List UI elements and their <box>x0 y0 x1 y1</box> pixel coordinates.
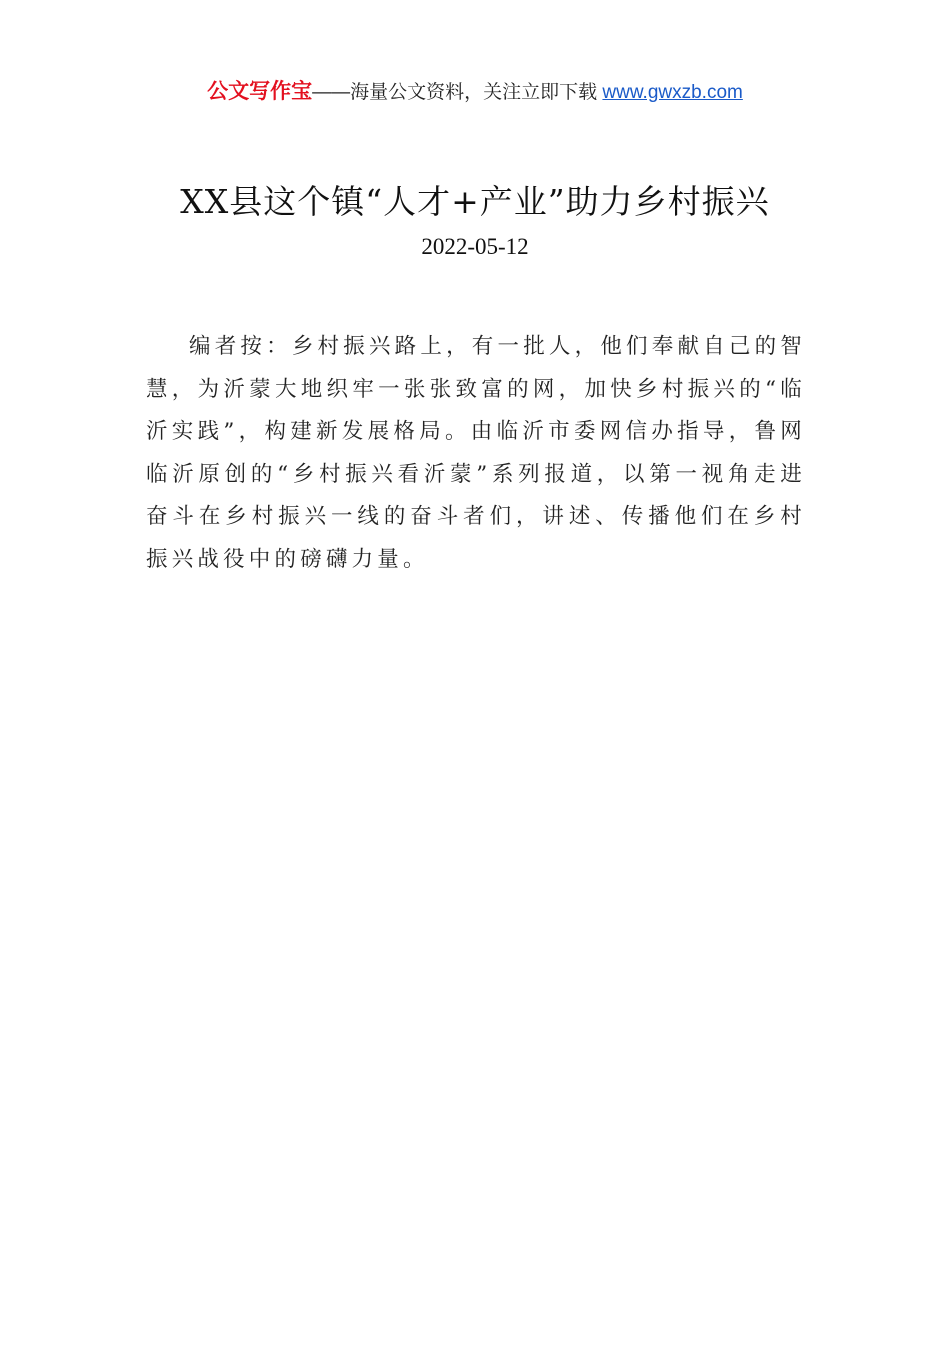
website-link[interactable]: www.gwxzb.com <box>602 82 743 103</box>
header-tagline: ——海量公文资料，关注立即下载 <box>312 82 603 103</box>
article-date: 2022-05-12 <box>421 234 529 259</box>
article-title: XX县这个镇“人才+产业”助力乡村振兴 <box>180 182 770 221</box>
page-header <box>0 78 950 107</box>
editor-note-paragraph: 编者按：乡村振兴路上，有一批人，他们奉献自己的智慧，为沂蒙大地织牢一张张致富的网，加快乡村振兴的“临沂实践”，构建新发展格局。由临沂市委网信办指导，鲁网临沂原创的“乡村振兴看沂蒙”系列报道，以第一视角走进奋斗在乡村振兴一线的奋斗者们，讲述、传播他们在乡村振兴战役中的磅礴力量。 <box>146 334 806 572</box>
brand-name: 公文写作宝 <box>207 80 313 103</box>
